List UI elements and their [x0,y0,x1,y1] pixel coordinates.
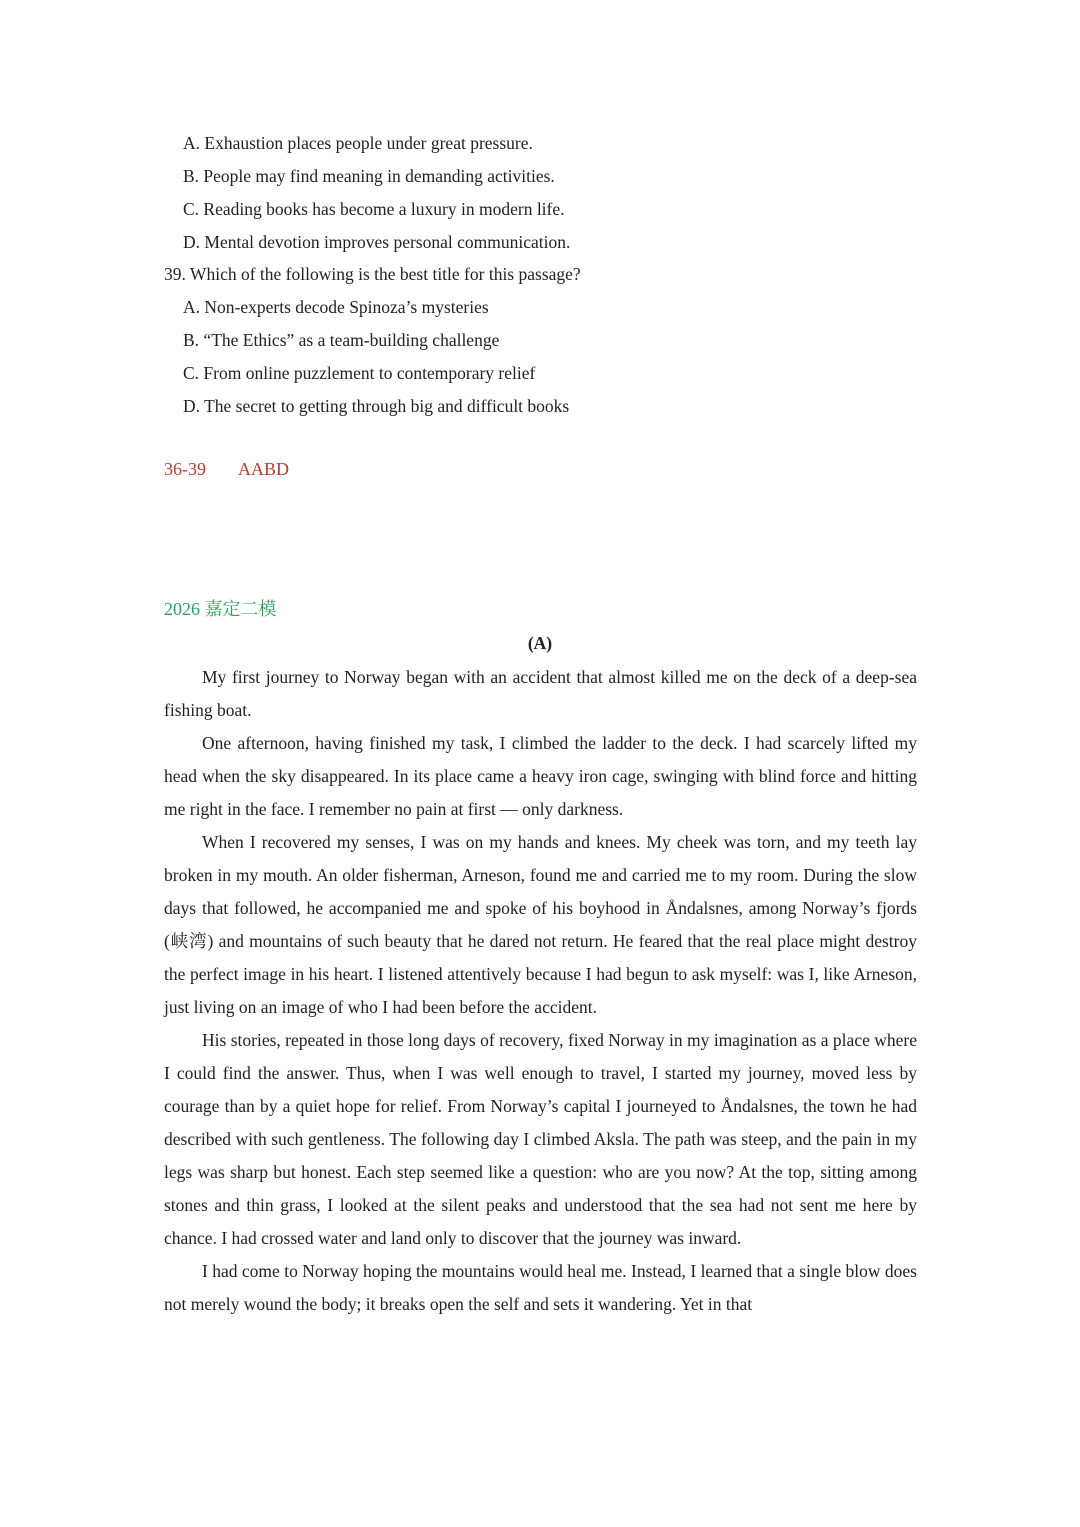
q39-option-c: C. From online puzzlement to contemporary relief [183,363,536,383]
q38-option-d: D. Mental devotion improves personal communication. [183,232,571,252]
passage-paragraph: When I recovered my senses, I was on my hands and knees. My cheek was torn, and my teeth lay broken in my mouth. An older fisherman, Arneson, found me and carried me to my room. During the slow days that followed, he accompanied me and spoke of his boyhood in Åndalsnes, among Norway’s fjords (峡湾) and mountains of such beauty that he dared not return. He feared that the real place might destroy the perfect image in his heart. I listened attentively because I had begun to ask myself: was I, like Arneson, just living on an image of who I had been before the accident. [164,832,917,1017]
answer-key [164,459,289,480]
reading-passage [164,661,917,1321]
q39-option-a: A. Non-experts decode Spinoza’s mysteries [183,297,489,317]
q38-option-b: B. People may find meaning in demanding activities. [183,166,555,186]
q39-option-d: D. The secret to getting through big and difficult books [183,396,570,416]
passage-paragraph: One afternoon, having finished my task, I climbed the ladder to the deck. I had scarcely lifted my head when the sky disappeared. In its place came a heavy iron cage, swinging with blind force and hitting me right in the face. I remember no pain at first — only darkness. [164,733,917,819]
passage-paragraph: My first journey to Norway began with an accident that almost killed me on the deck of a deep-sea fishing boat. [164,667,917,720]
answer-letters: AABD [238,459,290,479]
q38-option-a: A. Exhaustion places people under great pressure. [183,133,533,153]
q38-option-c: C. Reading books has become a luxury in modern life. [183,199,565,219]
section-title: (A) [527,633,553,653]
source-label: 2026 嘉定二模 [164,599,277,619]
q39-question: 39. Which of the following is the best title for this passage? [164,264,581,284]
passage-paragraph: I had come to Norway hoping the mountains would heal me. Instead, I learned that a single blow does not merely wound the body; it breaks open the self and sets it wandering. Yet in that [164,1261,917,1314]
q39-option-b: B. “The Ethics” as a team-building challenge [183,330,500,350]
answer-range: 36-39 [164,459,206,479]
passage-paragraph: His stories, repeated in those long days of recovery, fixed Norway in my imagination as a place where I could find the answer. Thus, when I was well enough to travel, I started my journey, moved less by courage than by a quiet hope for relief. From Norway’s capital I journeyed to Åndalsnes, the town he had described with such gentleness. The following day I climbed Aksla. The path was steep, and the pain in my legs was sharp but honest. Each step seemed like a question: who are you now? At the top, sitting among stones and thin grass, I looked at the silent peaks and understood that the sea had not sent me here by chance. I had crossed water and land only to discover that the journey was inward. [164,1030,917,1248]
